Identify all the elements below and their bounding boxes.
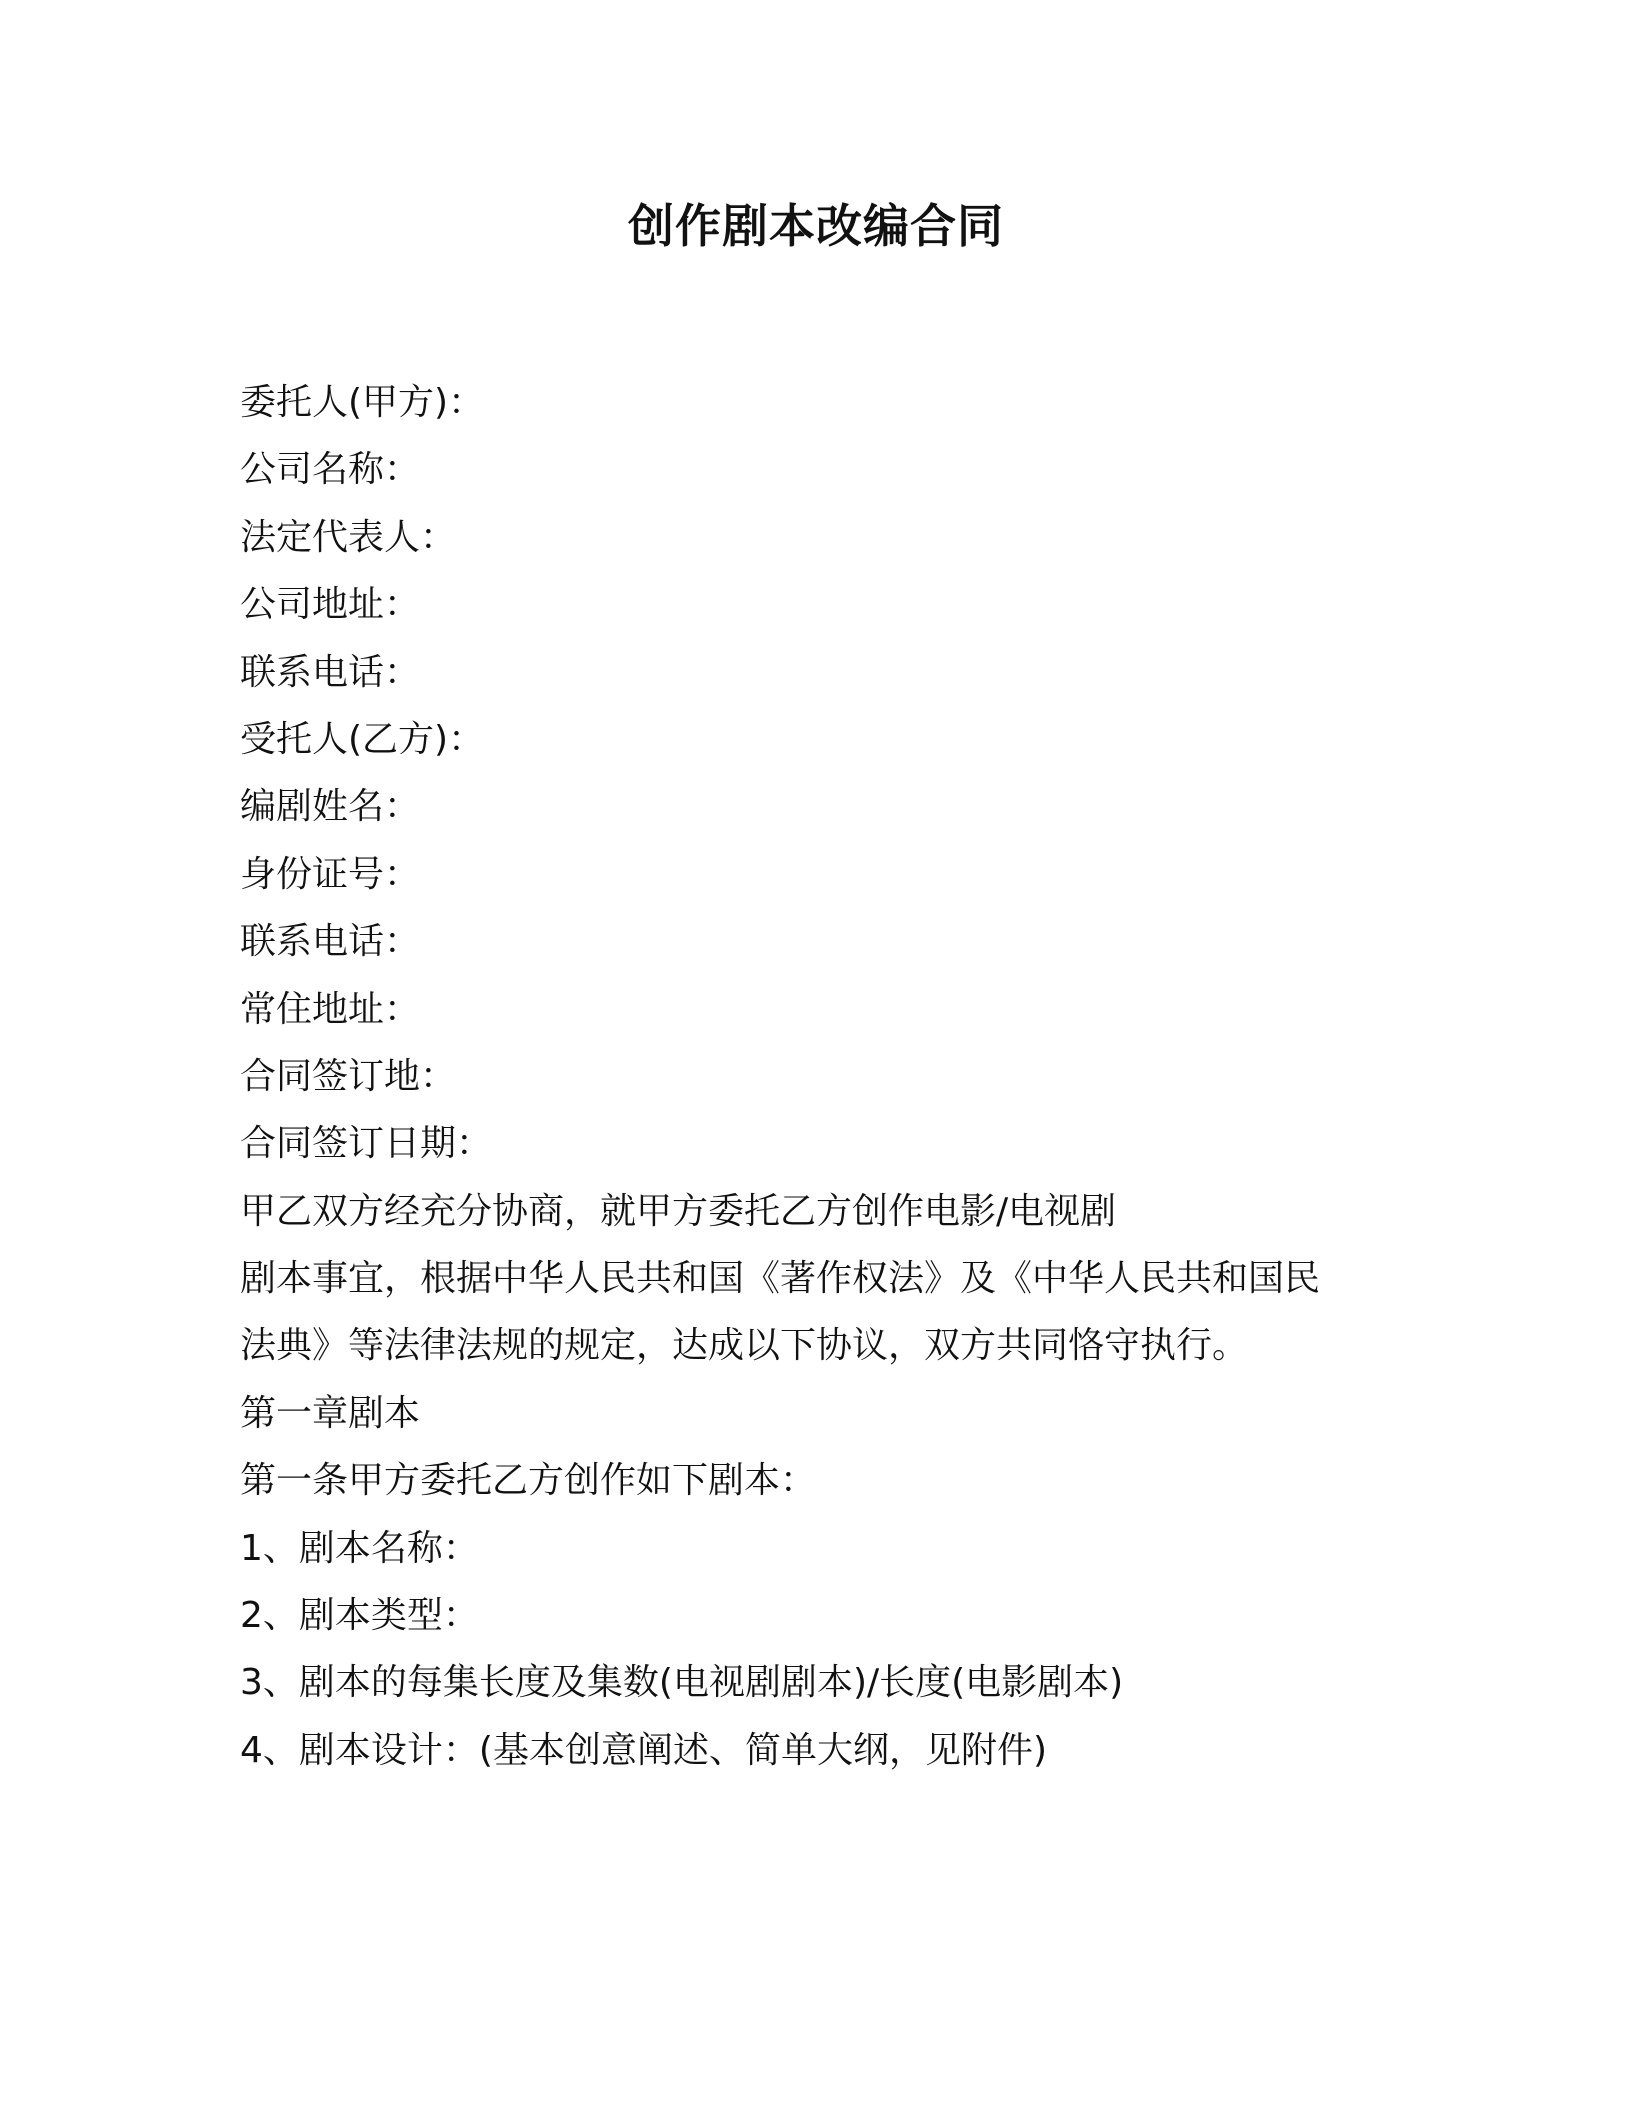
field-party-a-phone: 联系电话：	[240, 651, 421, 693]
item-script-name: 1、剧本名称：	[240, 1527, 479, 1569]
field-legal-representative: 法定代表人：	[240, 516, 457, 558]
chapter-heading: 第一章剧本	[240, 1392, 421, 1434]
preamble-line-1: 甲乙双方经充分协商，就甲方委托乙方创作电影/电视剧	[240, 1190, 1117, 1232]
document-body	[240, 369, 1390, 1784]
item-script-type: 2、剧本类型：	[240, 1595, 479, 1637]
field-party-a: 委托人(甲方)：	[240, 382, 485, 423]
document-title: 创作剧本改编合同	[628, 199, 1004, 253]
item-script-design: 4、剧本设计：(基本创意阐述、简单大纲，见附件)	[240, 1729, 1047, 1771]
field-party-b: 受托人(乙方)：	[240, 718, 485, 760]
article-one: 第一条甲方委托乙方创作如下剧本：	[240, 1460, 817, 1502]
field-company-address: 公司地址：	[240, 584, 421, 626]
field-writer-name: 编剧姓名：	[240, 786, 421, 828]
field-party-b-phone: 联系电话：	[240, 921, 421, 963]
preamble-line-3: 法典》等法律法规的规定，达成以下协议，双方共同恪守执行。	[240, 1325, 1249, 1367]
preamble-line-2: 剧本事宜，根据中华人民共和国《著作权法》及《中华人民共和国民	[240, 1258, 1321, 1300]
field-signing-date: 合同签订日期：	[240, 1123, 493, 1165]
item-script-length: 3、剧本的每集长度及集数(电视剧剧本)/长度(电影剧本)	[240, 1662, 1124, 1704]
field-id-number: 身份证号：	[240, 853, 421, 895]
field-residence-address: 常住地址：	[240, 988, 421, 1030]
field-signing-place: 合同签订地：	[240, 1055, 457, 1097]
field-company-name: 公司名称：	[240, 449, 421, 491]
